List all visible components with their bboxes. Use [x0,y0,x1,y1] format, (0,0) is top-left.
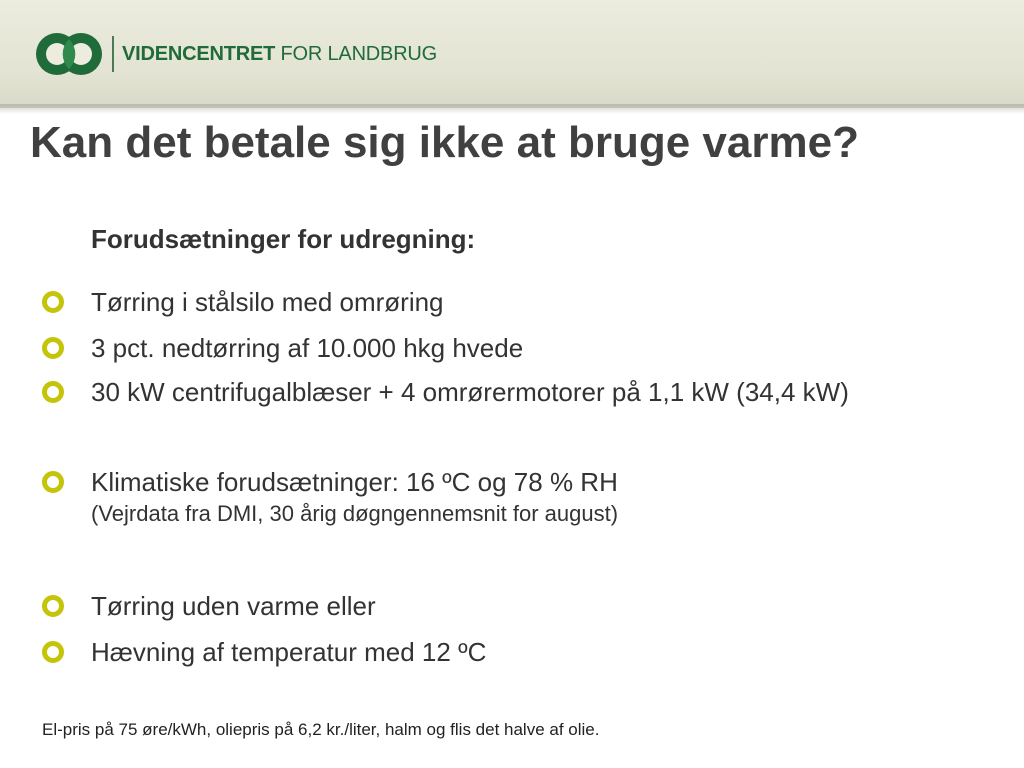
logo-brand-regular: FOR LANDBRUG [275,42,438,65]
bullet-text: Tørring uden varme eller [91,591,376,621]
logo-brand-bold: VIDENCENTRET [122,42,276,65]
logo-divider [112,36,114,72]
bullet-ring-icon [42,595,64,617]
bullet-text: 30 kW centrifugalblæser + 4 omrørermotorer på 1,1 kW (34,4 kW) [91,377,849,407]
bullet-ring-icon [42,337,64,359]
bullet-ring-icon [42,641,64,663]
footnote: El-pris på 75 øre/kWh, oliepris på 6,2 kr./liter, halm og flis det halve af olie. [42,720,600,739]
logo-text [122,43,437,66]
bullet-ring-icon [42,471,64,493]
bullet-item-2 [42,333,523,363]
logo-rings-icon [30,28,108,80]
bullet-item-5 [42,591,376,621]
header-shadow [0,104,1024,114]
bullet-item-4 [42,467,618,529]
logo [30,28,437,80]
bullet-item-3 [42,377,849,407]
bullet-text: 3 pct. nedtørring af 10.000 hkg hvede [91,333,524,363]
bullet-ring-icon [42,291,64,313]
slide-title: Kan det betale sig ikke at bruge varme? [30,118,859,167]
bullet-ring-icon [42,381,64,403]
bullet-item-6 [42,637,486,667]
subheading: Forudsætninger for udregning: [91,224,476,254]
bullet-subtext: (Vejrdata fra DMI, 30 årig døgngennemsnit for august) [91,501,619,526]
bullet-item-1 [42,287,444,317]
bullet-text: Tørring i stålsilo med omrøring [91,287,444,317]
bullet-text: Hævning af temperatur med 12 ºC [91,637,487,667]
bullet-text [91,467,618,529]
bullet-main-text: Klimatiske forudsætninger: 16 ºC og 78 % RH [91,467,618,497]
